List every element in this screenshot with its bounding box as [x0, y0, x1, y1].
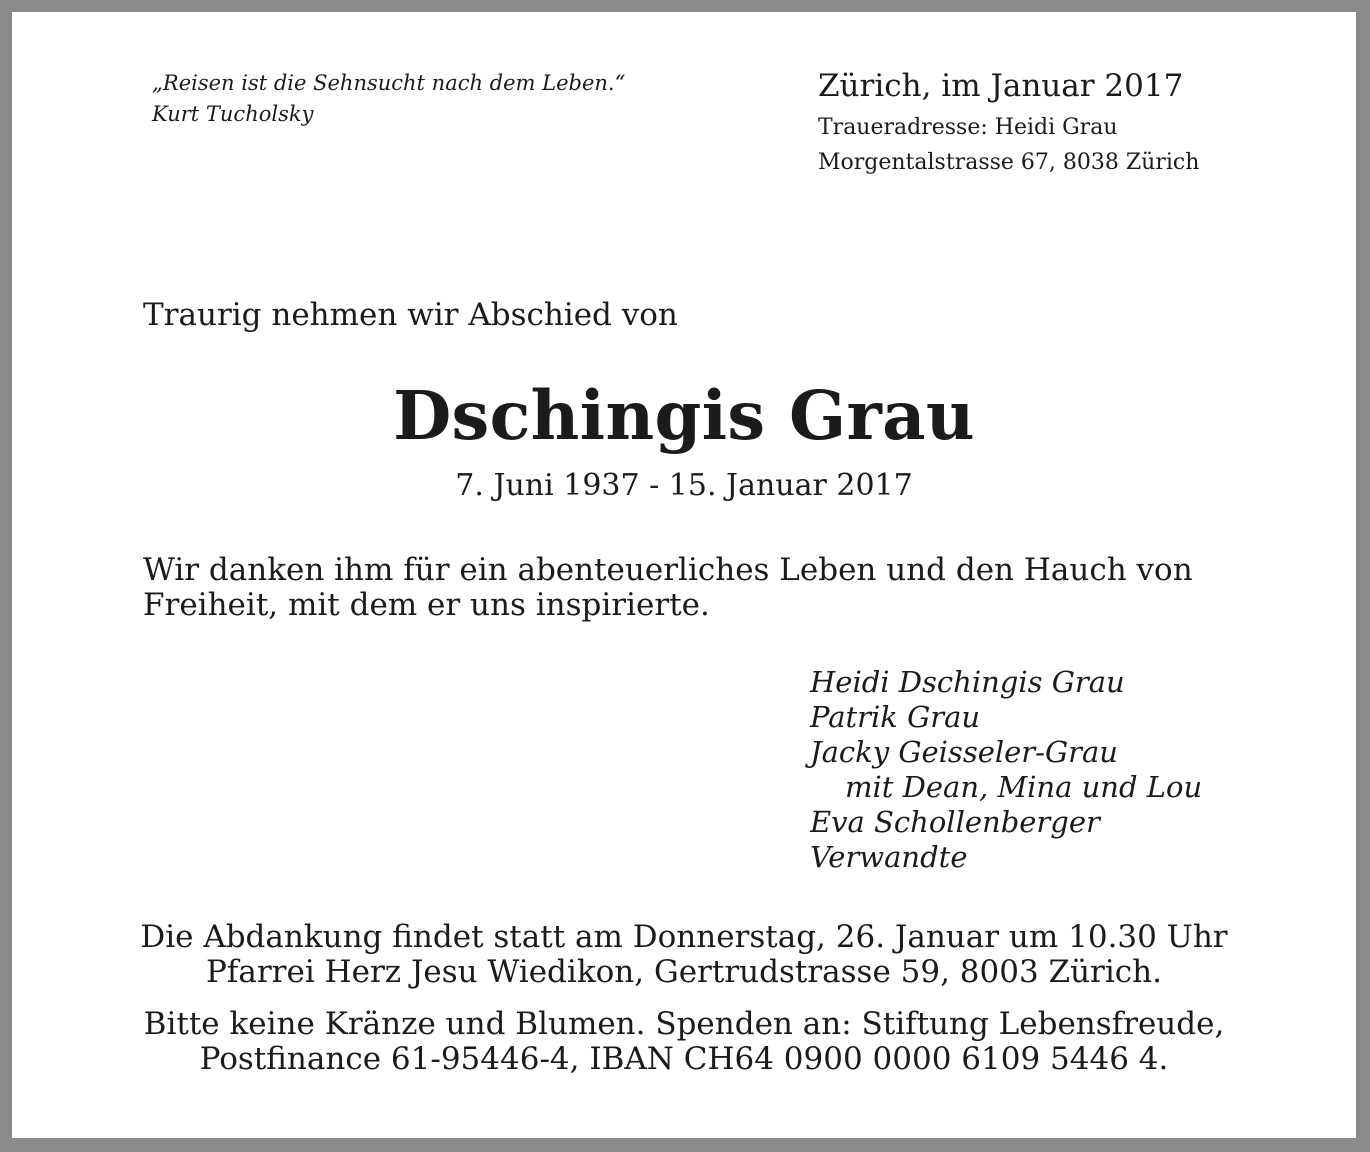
- epigraph-quote: [152, 68, 625, 130]
- quote-text: „Reisen ist die Sehnsucht nach dem Leben.“: [152, 71, 626, 95]
- thanks-line: Freiheit, mit dem er uns inspirierte.: [143, 587, 710, 623]
- mourner-name: mit Dean, Mina und Lou: [845, 770, 1203, 804]
- mourner-name: Patrik Grau: [810, 700, 981, 734]
- mourners-list: [810, 665, 1202, 875]
- address-line: Morgentalstrasse 67, 8038 Zürich: [818, 150, 1200, 175]
- mourner-name: Heidi Dschingis Grau: [810, 665, 1125, 699]
- mourner-name: Eva Schollenberger: [810, 805, 1100, 839]
- intro-text: Traurig nehmen wir Abschied von: [143, 297, 678, 333]
- obituary-notice: [12, 12, 1356, 1138]
- ceremony-info: [12, 920, 1356, 990]
- mourning-address: [818, 110, 1199, 180]
- donation-info: [12, 1007, 1356, 1077]
- mourner-name: Jacky Geisseler-Grau: [810, 735, 1118, 769]
- address-line: Traueradresse: Heidi Grau: [818, 115, 1118, 140]
- donation-line: Postfinance 61-95446-4, IBAN CH64 0900 0000 6109 5446 4.: [199, 1041, 1169, 1077]
- donation-line: Bitte keine Kränze und Blumen. Spenden an: Stiftung Lebensfreude,: [143, 1006, 1225, 1042]
- deceased-name: Dschingis Grau: [393, 376, 975, 455]
- mourner-name: Verwandte: [810, 840, 968, 874]
- quote-author: Kurt Tucholsky: [152, 102, 314, 126]
- ceremony-line: Pfarrei Herz Jesu Wiedikon, Gertrudstrasse 59, 8003 Zürich.: [206, 954, 1162, 990]
- thanks-paragraph: [143, 553, 1193, 623]
- thanks-line: Wir danken ihm für ein abenteuerliches Leben und den Hauch von: [143, 552, 1193, 588]
- dateline: Zürich, im Januar 2017: [818, 68, 1184, 104]
- ceremony-line: Die Abdankung findet statt am Donnerstag, 26. Januar um 10.30 Uhr: [140, 919, 1228, 955]
- life-dates: 7. Juni 1937 - 15. Januar 2017: [455, 468, 913, 503]
